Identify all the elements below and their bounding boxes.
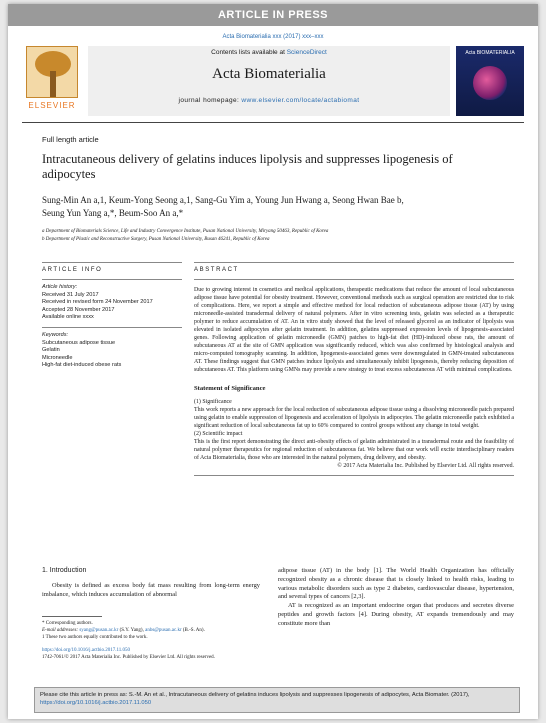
article-in-press-banner: ARTICLE IN PRESS — [8, 4, 538, 26]
history-accepted: Accepted 28 November 2017 — [42, 306, 115, 313]
introduction-heading: 1. Introduction — [42, 567, 87, 574]
history-online: Available online xxxx — [42, 314, 94, 321]
abstract-bottom-rule — [194, 475, 514, 476]
journal-reference[interactable]: Acta Biomaterialia xxx (2017) xxx–xxx — [222, 34, 324, 40]
contents-line: Contents lists available at ScienceDirect — [211, 49, 327, 56]
citation-doi-link[interactable]: https://doi.org/10.1016/j.actbio.2017.11.050 — [40, 700, 152, 706]
cover-title: Acta BIOMATERIALIA — [465, 50, 515, 56]
keyword-item: High-fat diet-induced obese rats — [42, 362, 122, 369]
article-history: Article history: Received 31 July 2017 Received in revised form 24 November 2017 Accepted 28 November 2017 Available online xxxx — [42, 284, 182, 322]
doi-link[interactable]: https://doi.org/10.1016/j.actbio.2017.11.050 — [42, 647, 131, 653]
body-left-column — [42, 559, 260, 661]
keyword-item: Subcutaneous adipose tissue — [42, 339, 116, 346]
footnotes — [42, 620, 260, 641]
journal-header — [22, 46, 524, 118]
cover-art — [473, 66, 507, 100]
keywords: Keywords: Subcutaneous adipose tissue Gelatin Microneedle High-fat diet-induced obese rats — [42, 332, 182, 370]
history-received: Received 31 July 2017 — [42, 291, 99, 298]
elsevier-tree-icon — [26, 46, 78, 98]
significance-text: (1) Significance This work reports a new approach for the local reduction of subcutaneous adipose tissue using a dissolving microneedle patch prepared using gelatin to enable suppression of lipogenesis and acceleration of lipolysis in adipocytes. The gelatin microneedle patch exhibited a significant reduction of local subcutaneous fat up to 60% compared to control groups without any change in total weight. (2) Scientific impact This is the first report demonstrating the direct anti-obesity effects of gelatin administrated in a transdermal route and the feasibility of natural polymer therapeutics for regional reduction of subcutaneous fat. We believe that our work will excite interdisciplinary readers of Acta Biomaterialia, those who are interested in the natural polymers, drug delivery, and obesity. — [194, 398, 514, 461]
authors-line-2[interactable]: Seung Yun Yang a,*, Beum-Soo An a,* — [42, 208, 184, 218]
corresponding-note: * Corresponding authors. — [42, 620, 93, 626]
info-divider — [42, 327, 182, 328]
author-list — [42, 194, 504, 220]
keyword-item: Gelatin — [42, 347, 60, 354]
email-line: E-mail addresses: syang@pusan.ac.kr (S.Y. Yang), anbs@pusan.ac.kr (B.-S. An). — [42, 627, 205, 633]
body-right-column — [278, 559, 514, 629]
abstract-text: Due to growing interest in cosmetics and medical applications, therapeutic medications that reduce the amount of local subcutaneous adipose tissue have potential for obesity treatment. However, conventional methods such as surgical operation are restricted due to risk of complications. Here, we report a simple and effective method for local reduction of subcutaneous adipose tissue (AT) by using microneedle-assisted transdermal delivery of natural polymers. After in vitro screening tests, gelatin was selected as a therapeutic polymer to reduce accumulation of AT. An in vitro study showed that the level of released glycerol as an indicator of lipolysis was elevated in isolated adipocytes after gelatin treatment. In addition, gelatins suppressed expression levels of lipogenesis-associated genes. Following application of gelatin microneedle (GMN) patches to high-fat diet (HD)-induced obese rats, the amount of subcutaneous AT at the site of GMN application was significantly reduced, which was also confirmed by histological analysis and micro-computed tomography scanning. In addition, lipogenesis-associated genes were downregulated in GMN-treated subcutaneous AT. These findings suggest that GMN patches induce lipolysis and simultaneously inhibit lipogenesis, thereby reducing deposition of subcutaneous AT. This platform using GMNs may provide a new strategy to treat excess subcutaneous AT with minimal complications. — [194, 287, 514, 374]
authors-line-1[interactable]: Sung-Min An a,1, Keum-Yong Seong a,1, Sang-Gu Yim a, Young Jun Hwang a, Seong Hwan Bae b, — [42, 195, 404, 205]
journal-cover-image — [456, 46, 524, 116]
history-revised: Received in revised form 24 November 2017 — [42, 299, 153, 306]
header-rule — [22, 122, 524, 123]
equal-contribution-note: 1 These two authors equally contributed to the work. — [42, 634, 148, 640]
abstract-column — [194, 262, 514, 476]
email-link-an[interactable]: anbs@pusan.ac.kr — [145, 627, 182, 633]
journal-name: Acta Biomaterialia — [212, 66, 326, 82]
issn-line: 1742-7061/© 2017 Acta Materialia Inc. Published by Elsevier Ltd. All rights reserved. — [42, 654, 215, 660]
homepage-line: journal homepage: www.elsevier.com/locate/actabiomat — [178, 97, 360, 104]
page-sheet — [8, 4, 538, 719]
elsevier-wordmark: ELSEVIER — [28, 101, 76, 110]
significance-heading: Statement of Significance — [194, 384, 266, 392]
citation-text: Please cite this article in press as: S.-M. An et al., Intracutaneous delivery of gelatins induces lipolysis and suppresses lipogenesis of adipocytes, Acta Biomater. (2017), — [40, 692, 470, 698]
elsevier-logo — [22, 46, 82, 116]
article-info-heading: ARTICLE INFO — [42, 262, 182, 280]
homepage-link[interactable]: www.elsevier.com/locate/actabiomat — [241, 97, 360, 104]
article-title: Intracutaneous delivery of gelatins induces lipolysis and suppresses lipogenesis of adipocytes — [42, 152, 453, 181]
keyword-item: Microneedle — [42, 354, 73, 361]
abstract-heading: ABSTRACT — [194, 262, 514, 280]
article-info-column — [42, 262, 182, 370]
doi-block — [42, 647, 260, 661]
intro-paragraph-right-1: adipose tissue (AT) in the body [1]. The World Health Organization has officially recognized obesity as a chronic disease that is closely linked to health risks, leading to various metabolic disorders such as type 2 diabetes, cardiovascular disease, hypertension, and several types of cancers [2,3]. — [278, 567, 514, 601]
journal-masthead — [88, 46, 450, 116]
citation-box — [34, 687, 520, 713]
intro-paragraph-right-2: AT is recognized as an important endocrine organ that produces and secretes diverse peptides and growth factors [4]. During obesity, AT expands tremendously and may constitute more than — [278, 602, 514, 627]
affiliation-b: b Department of Plastic and Reconstructive Surgery, Pusan National University, Busan 46241, Republic of Korea — [42, 236, 270, 242]
email-link-yang[interactable]: syang@pusan.ac.kr — [79, 627, 119, 633]
sciencedirect-link[interactable]: ScienceDirect — [286, 49, 327, 56]
article-type: Full length article — [42, 135, 99, 144]
intro-paragraph-left: Obesity is defined as excess body fat mass resulting from long-term energy imbalance, which induces accumulation of abnormal — [42, 582, 260, 598]
copyright-line: © 2017 Acta Materialia Inc. Published by Elsevier Ltd. All rights reserved. — [337, 462, 514, 469]
affiliation-a: a Department of Biomaterials Science, Life and Industry Convergence Institute, Pusan National University, Miryang 50463, Republic of Korea — [42, 229, 329, 234]
affiliations — [42, 228, 504, 243]
footnote-rule — [42, 616, 102, 617]
